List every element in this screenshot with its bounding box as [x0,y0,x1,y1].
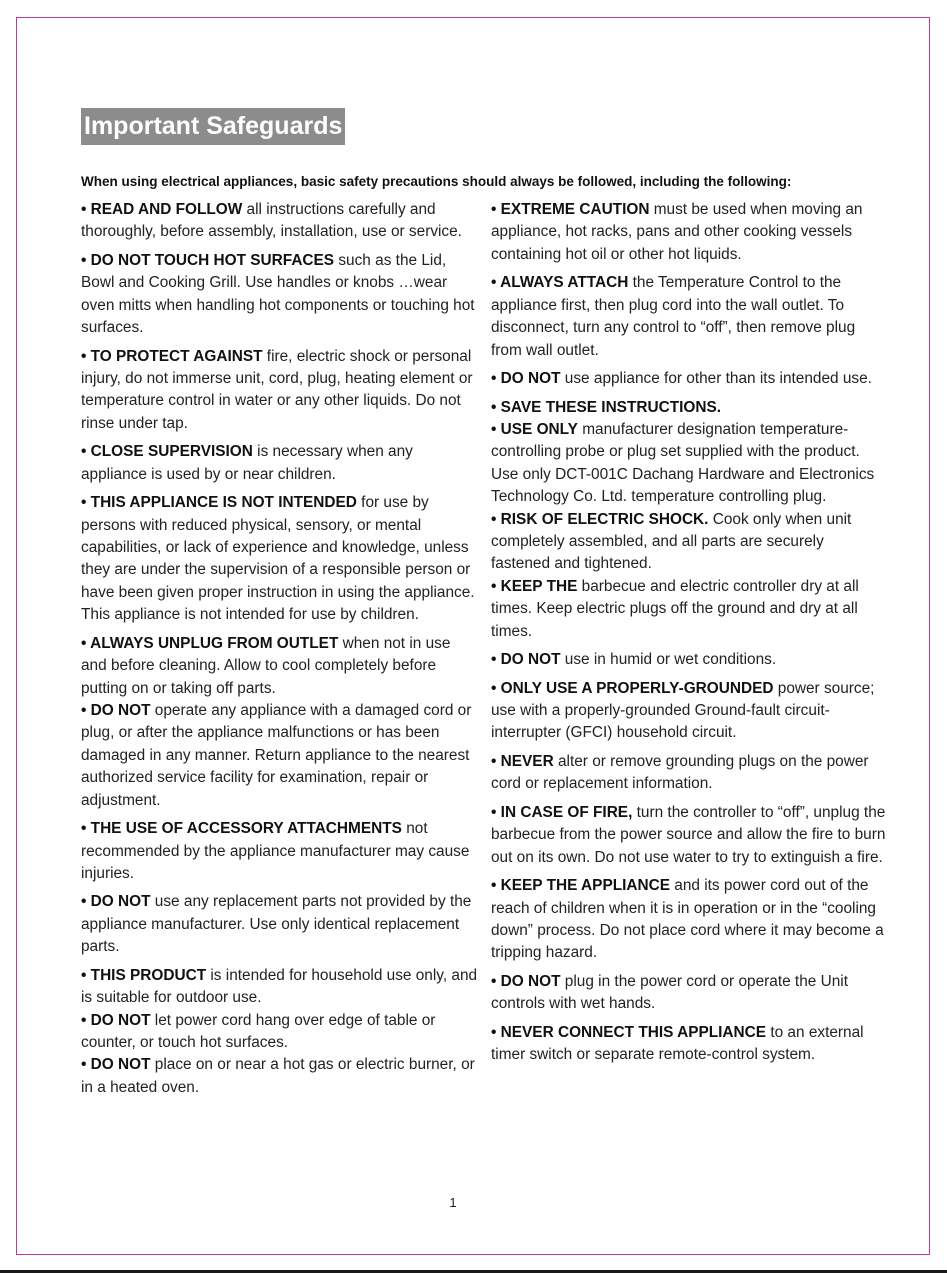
safeguard-item [491,802,886,869]
safeguard-item [81,250,479,340]
safeguard-item [491,199,886,266]
safeguard-item [81,700,479,812]
safeguard-lead: • ALWAYS UNPLUG FROM OUTLET [81,634,339,652]
safeguard-item [81,346,479,436]
safeguard-lead: • IN CASE OF FIRE, [491,803,633,821]
safeguard-item [81,818,479,885]
intro-text: When using electrical appliances, basic safety precautions should always be followed, including the following: [81,174,792,189]
safeguard-item [491,509,886,576]
safeguard-lead: • THIS PRODUCT [81,966,207,984]
safeguard-item [81,633,479,700]
safeguard-lead: • EXTREME CAUTION [491,201,650,218]
safeguard-text: is necessary when any appliance is used by or near children. [81,443,413,483]
safeguard-item [491,397,886,419]
safeguard-lead: • DO NOT [81,893,151,911]
safeguard-item [81,441,479,486]
safeguard-item [491,576,886,643]
safeguard-item [491,649,886,671]
safeguard-text: to an external timer switch or separate remote-control system. [491,1023,864,1064]
safeguard-text: use in humid or wet conditions. [560,651,777,669]
safeguard-item [81,1010,479,1055]
safeguard-text: all instructions carefully and thoroughly, before assembly, installation, use or service. [81,201,462,241]
safeguard-lead: • CLOSE SUPERVISION [81,443,253,461]
safeguard-lead: • TO PROTECT AGAINST [81,347,263,365]
safeguard-text: let power cord hang over edge of table or counter, or touch hot surfaces. [81,1011,436,1051]
safeguard-text: place on or near a hot gas or electric burner, or in a heated oven. [81,1056,475,1096]
safeguard-text: plug in the power cord or operate the Unit controls with wet hands. [491,972,848,1013]
safeguard-text: barbecue and electric controller dry at all times. Keep electric plugs off the ground and dry at all times. [491,577,859,640]
safeguard-item [491,1022,886,1067]
safeguard-text: when not in use and before cleaning. Allow to cool completely before putting on or taking off parts. [81,634,451,697]
safeguard-text: use appliance for other than its intended use. [560,370,872,388]
safeguard-text: fire, electric shock or personal injury, do not immerse unit, cord, plug, heating element or temperature control in water or any other liquids. Do not rinse under tap. [81,347,473,432]
safeguard-text: operate any appliance with a damaged cord or plug, or after the appliance malfunctions or has been damaged in any manner. Return appliance to the nearest authorized service facility for examination, repair or adjustment. [81,702,472,809]
safeguard-lead: • KEEP THE [491,577,578,595]
safeguard-lead: • DO NOT [491,651,561,669]
safeguard-text: must be used when moving an appliance, hot racks, pans and other cooking vessels containing hot oil or other hot liquids. [491,201,863,263]
safeguard-lead: • THIS APPLIANCE IS NOT INTENDED [81,494,357,512]
safeguard-text: not recommended by the appliance manufacturer may cause injuries. [81,820,470,882]
safeguard-lead: • NEVER CONNECT THIS APPLIANCE [491,1023,767,1041]
safeguard-text: the Temperature Control to the appliance first, then plug cord into the wall outlet. To disconnect, turn any control to “off”, then remove plug from wall outlet. [491,274,856,359]
safeguard-item [491,272,886,362]
safeguard-item [491,368,886,390]
safeguard-item [491,419,886,509]
safeguard-lead: • DO NOT [81,1056,151,1074]
safeguard-lead: • USE ONLY [491,420,578,438]
safeguard-lead: • DO NOT [81,702,151,719]
safeguard-item [491,971,886,1016]
safeguard-text: manufacturer designation temperature-controlling probe or plug set supplied with the product. Use only DCT-001C Dachang Hardware and Electronics Technology Co. Ltd. temperature controlling plug. [491,420,875,506]
safeguard-text: is intended for household use only, and is suitable for outdoor use. [81,966,478,1007]
page-number: 1 [449,1195,457,1210]
safeguard-text: and its power cord out of the reach of children when it is in operation or in the “cooling down” process. Do not place cord where it may become a tripping hazard. [491,877,884,962]
safeguard-lead: • KEEP THE APPLIANCE [491,877,670,895]
safeguard-lead: • ALWAYS ATTACH [491,274,629,292]
safeguard-lead: • DO NOT [491,370,561,388]
safeguard-item [81,199,479,244]
safeguard-lead: • DO NOT [491,972,561,990]
safeguard-item [81,492,479,626]
safeguard-text: such as the Lid, Bowl and Cooking Grill. Use handles or knobs …wear oven mitts when handling hot components or touching hot surfaces. [81,251,475,337]
safeguard-text: alter or remove grounding plugs on the power cord or replacement information. [491,752,869,793]
safeguard-lead: • THE USE OF ACCESSORY ATTACHMENTS [81,820,402,838]
safeguard-text: power source; use with a properly-grounded Ground-fault circuit-interrupter (GFCI) household circuit. [491,679,875,742]
safeguard-lead: • READ AND FOLLOW [81,201,243,218]
safeguard-item [491,751,886,796]
right-column [491,199,886,1073]
safeguard-lead: • DO NOT [81,1011,151,1029]
safeguard-item [491,678,886,745]
safeguard-text: turn the controller to “off”, unplug the barbecue from the power source and allow the fire to burn out on its own. Do not use water to try to extinguish a fire. [491,803,886,866]
safeguard-item [491,875,886,965]
page-title: Important Safeguards [81,108,345,145]
safeguard-lead: • RISK OF ELECTRIC SHOCK. [491,510,709,528]
left-column [81,199,479,1099]
safeguard-text: Cook only when unit completely assembled, and all parts are securely fastened and tightened. [491,510,852,573]
safeguard-lead: • DO NOT TOUCH HOT SURFACES [81,251,335,269]
safeguard-text: for use by persons with reduced physical, sensory, or mental capabilities, or lack of experience and knowledge, unless they are under the supervision of a responsible person or have been given proper instruction in using the appliance. This appliance is not intended for use by children. [81,494,475,624]
safeguard-lead: • SAVE THESE INSTRUCTIONS. [491,398,722,416]
safeguard-lead: • ONLY USE A PROPERLY-GROUNDED [491,679,774,697]
safeguard-text: use any replacement parts not provided by the appliance manufacturer. Use only identical replacement parts. [81,893,472,956]
safeguard-item [81,891,479,958]
safeguard-item [81,965,479,1010]
safeguard-lead: • NEVER [491,752,554,770]
safeguard-item [81,1054,479,1099]
